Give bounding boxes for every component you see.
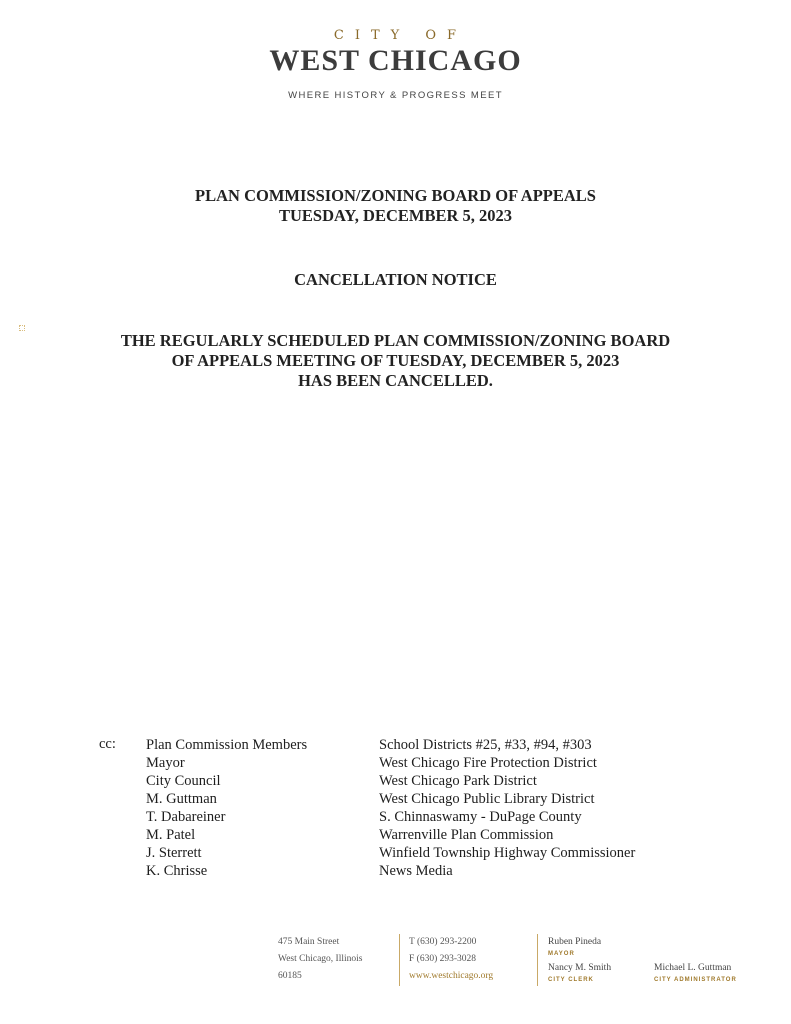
cc-recipient: News Media: [379, 863, 453, 879]
cc-recipient: S. Chinnaswamy - DuPage County: [379, 809, 582, 825]
logo-city-label: CITY OF: [333, 28, 468, 43]
address-line: West Chicago, Illinois: [278, 954, 363, 964]
address-line: 475 Main Street: [278, 937, 340, 947]
meeting-title: PLAN COMMISSION/ZONING BOARD OF APPEALS: [195, 186, 596, 205]
website-link[interactable]: www.westchicago.org: [409, 971, 494, 981]
cc-recipient: Plan Commission Members: [146, 737, 308, 753]
cc-recipient: T. Dabareiner: [146, 809, 226, 825]
cc-recipient: West Chicago Public Library District: [379, 791, 595, 807]
cancellation-statement: [0, 331, 791, 391]
address-line: 60185: [278, 971, 302, 981]
cc-recipient: School Districts #25, #33, #94, #303: [379, 737, 592, 753]
cc-recipient: K. Chrisse: [146, 863, 208, 879]
footer-address: [278, 934, 362, 985]
footer-divider: [537, 934, 538, 986]
statement-line: OF APPEALS MEETING OF TUESDAY, DECEMBER 5, 2023: [171, 351, 620, 370]
cc-recipient: West Chicago Fire Protection District: [379, 755, 597, 771]
official-title: CITY ADMINISTRATOR: [654, 977, 737, 983]
logo-tagline: WHERE HISTORY & PROGRESS MEET: [288, 90, 503, 101]
cancellation-heading: CANCELLATION NOTICE: [294, 270, 497, 289]
logo-city-name: WEST CHICAGO: [269, 44, 522, 77]
official-mayor: [548, 936, 601, 960]
meeting-date: TUESDAY, DECEMBER 5, 2023: [278, 206, 513, 225]
cc-list-right: [379, 736, 635, 880]
statement-line: THE REGULARLY SCHEDULED PLAN COMMISSION/ZONING BOARD: [120, 331, 671, 350]
cc-recipient: Winfield Township Highway Commissioner: [379, 845, 636, 861]
cc-recipient: Mayor: [146, 755, 185, 771]
official-city-administrator: [654, 962, 737, 986]
footer-contact: [409, 934, 493, 985]
phone-number: T (630) 293-2200: [409, 937, 477, 947]
cc-recipient: M. Patel: [146, 827, 196, 843]
official-name: Ruben Pineda: [548, 937, 602, 947]
official-city-clerk: [548, 962, 611, 986]
footer-divider: [399, 934, 400, 986]
cc-recipient: M. Guttman: [146, 791, 217, 807]
cc-label: cc:: [99, 736, 116, 752]
official-title: MAYOR: [548, 951, 575, 957]
statement-line: HAS BEEN CANCELLED.: [298, 371, 493, 390]
official-name: Nancy M. Smith: [548, 963, 612, 973]
cc-recipient: J. Sterrett: [146, 845, 202, 861]
fax-number: F (630) 293-3028: [409, 954, 477, 964]
official-title: CITY CLERK: [548, 977, 594, 983]
city-logo: [0, 28, 791, 101]
cc-recipient: West Chicago Park District: [379, 773, 537, 789]
cc-recipient: Warrenville Plan Commission: [379, 827, 554, 843]
cc-list-left: [146, 736, 307, 880]
official-name: Michael L. Guttman: [654, 963, 732, 973]
cc-recipient: City Council: [146, 773, 221, 789]
